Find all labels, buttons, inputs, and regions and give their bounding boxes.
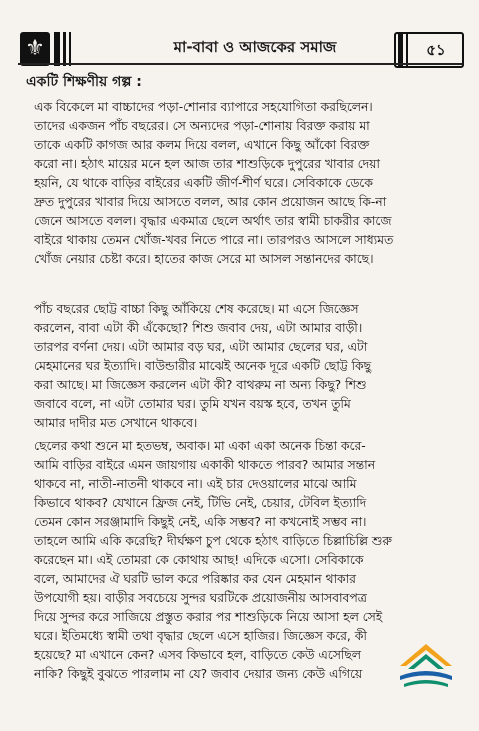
text-line: ঘরে। ইতিমধ্যে স্বামী তথা বৃদ্ধার ছেলে এসে হাজির। জিজ্ঞেস করে, কী: [34, 629, 367, 643]
text-line: তাদের একজন পাঁচ বছরের। সে অন্যদের পড়া-শোনায় বিরক্ত করায় মা: [34, 119, 370, 133]
text-line: করা আছে। মা জিজ্ঞেস করলেন এটা কী? বাথরুম না অন্য কিছু? শিশু: [34, 378, 367, 392]
text-line: থাকবে না, নাতী-নাতনী থাকবে না। এই চার দেওয়ালের মাঝে আমি: [34, 477, 357, 491]
text-line: বলে, আমাদের ঐ ঘরটি ভাল করে পরিষ্কার কর যেন মেহমান থাকার: [34, 572, 356, 586]
text-line: পাঁচ বছরের ছোট্ট বাচ্চা কিছু আঁকিয়ে শেষ করেছে। মা এসে জিজ্ঞেস: [34, 302, 359, 316]
text-line: করো না। হঠাৎ মায়ের মনে হল আজ তার শাশুড়িকে দুপুরের খাবার দেয়া: [34, 157, 380, 171]
text-line: জেনে আসতে বলল। বৃদ্ধার একমাত্র ছেলে অর্থাৎ তার স্বামী চাকরীর কাজে: [34, 214, 392, 228]
publisher-logo-icon: [394, 640, 458, 692]
text-line: তাকে একটি কাগজ আর কলম দিয়ে বলল, এখানে কিছু আঁকো বিরক্ত: [34, 138, 370, 152]
text-line: উপযোগী হয়। বাড়ীর সবচেয়ে সুন্দর ঘরটিকে প্রয়োজনীয় আসবাবপত্র: [34, 591, 367, 605]
section-title: একটি শিক্ষণীয় গল্প :: [26, 74, 142, 90]
text-line: আমি বাড়ির বাইরে এমন জায়গায় একাকী থাকতে পারব? আমার সন্তান: [34, 458, 376, 472]
text-line: হয়েছে? মা এখানে কেন? এসব কিভাবে হল, বাড়িতে কেউ এসেছিল: [34, 648, 361, 662]
page-number: ৫১: [426, 41, 446, 59]
running-title: মা-বাবা ও আজকের সমাজ: [173, 38, 337, 56]
text-line: করেছেন মা। এই তোমরা কে কোথায় আছ! এদিকে এসো। সেবিকাকে: [34, 553, 364, 567]
text-line: তেমন কোন সরঞ্জামাদি কিছুই নেই, একি সম্ভব? না কখনোই সম্ভব না।: [34, 515, 367, 529]
text-line: মেহমানের ঘর ইত্যাদি। বাউন্ডারীর মাঝেই অনেক দূরে একটি ছোট্ট কিছু: [34, 359, 372, 373]
text-line: নাকি? কিছুই বুঝতে পারলাম না যে? জবাব দেয়ার জন্য কেউ এগিয়ে: [34, 667, 363, 681]
text-line: তারপর বর্ণনা দেয়। এটা আমার বড় ঘর, এটা আমার ছেলের ঘর, এটা: [34, 340, 368, 354]
text-line: আমার দাদীর মত সেখানে থাকবে।: [34, 416, 198, 430]
header-bars-decoration: [54, 32, 76, 66]
text-line: ছেলের কথা শুনে মা হতভম্ব, অবাক। মা একা একা অনেক চিন্তা করে-: [34, 439, 366, 453]
text-line: হয়নি, যে থাকে বাড়ির বাইরের একটি জীর্ণ-শীর্ণ ঘরে। সেবিকাকে ডেকে: [34, 176, 373, 190]
text-line: খোঁজ নেয়ার চেষ্টা করে। হাতের কাজ সেরে মা আসল সন্তানদের কাছে।: [34, 252, 374, 266]
text-line: বাইরে থাকায় তেমন খোঁজ-খবর নিতে পারে না। তারপরও আসলে সাধ্যমত: [34, 233, 394, 247]
text-line: এক বিকেলে মা বাচ্চাদের পড়া-শোনার ব্যাপারে সহযোগিতা করছিলেন।: [34, 100, 373, 114]
text-line: দ্রুত দুপুরের খাবার দিয়ে আসতে বলল, আর কোন প্রয়োজন আছে কি-না: [34, 195, 387, 209]
text-line: দিয়ে সুন্দর করে সাজিয়ে প্রস্তুত করার পর শাশুড়িকে নিয়ে আসা হল সেই: [34, 610, 383, 624]
text-line: তাহলে আমি একি করেছি? দীর্ঘক্ষণ চুপ থেকে হঠাৎ বাড়িতে চিল্লাচিল্লি শুরু: [34, 534, 392, 548]
fleur-de-lis-icon: ⚜: [20, 32, 50, 66]
text-line: কিভাবে থাকব? যেখানে ফ্রিজ নেই, টিভি নেই, চেয়ার, টেবিল ইত্যাদি: [34, 496, 367, 510]
text-line: জবাবে বলে, না এটা তোমার ঘর। তুমি যখন বয়স্ক হবে, তখন তুমি: [34, 397, 351, 411]
paragraph-2: [34, 300, 462, 433]
paragraph-1: [34, 98, 462, 269]
text-line: করলেন, বাবা এটা কী এঁকেছো? শিশু জবাব দেয়, এটা আমার বাড়ী।: [34, 321, 363, 335]
header-rule: [18, 63, 463, 65]
